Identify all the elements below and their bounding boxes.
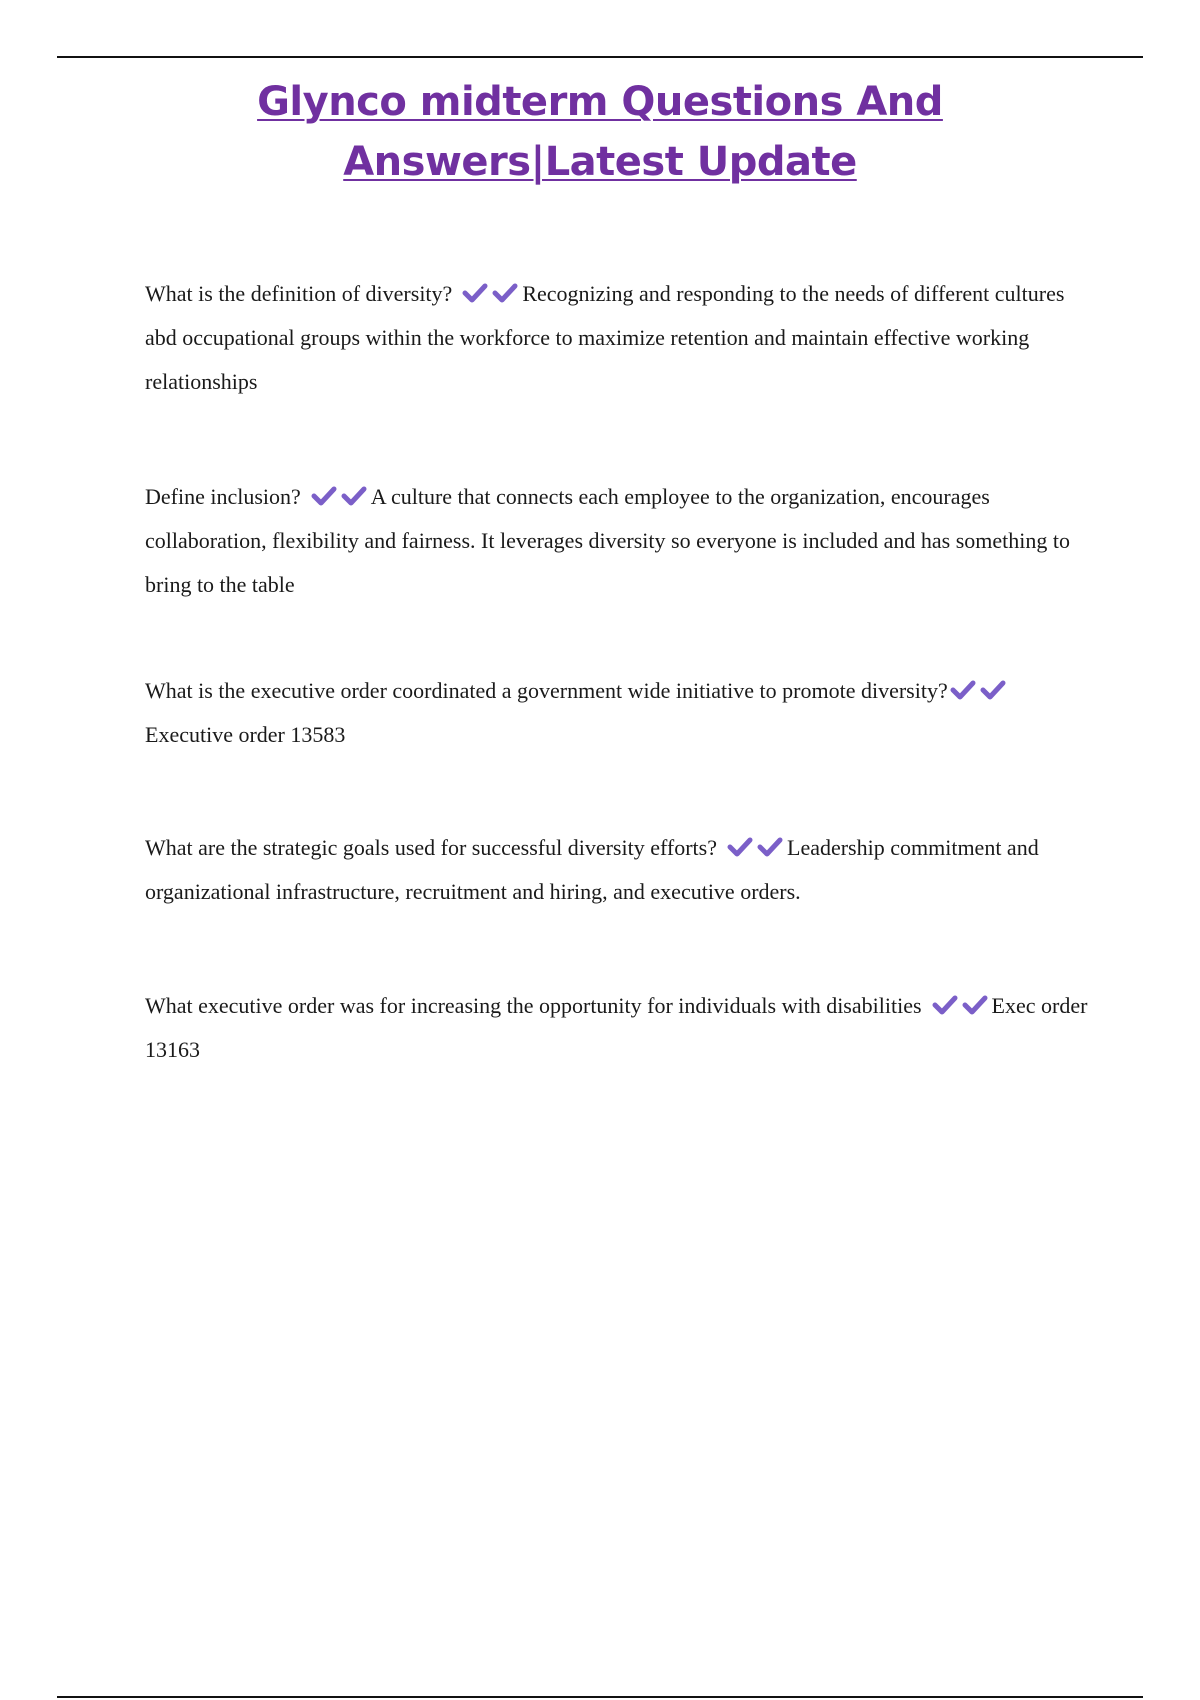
question-text: Define inclusion? bbox=[145, 484, 301, 509]
check-icon bbox=[980, 679, 1006, 701]
check-icon bbox=[341, 485, 367, 507]
check-icon bbox=[492, 282, 518, 304]
check-icon bbox=[311, 485, 337, 507]
answer-text: Executive order 13583 bbox=[145, 722, 346, 747]
check-icon bbox=[757, 836, 783, 858]
check-icon bbox=[727, 836, 753, 858]
answer-text: Recognizing and responding to the needs of different cultures abd occupational groups within the workforce to maximize retention and maintain effective working relationships bbox=[145, 281, 1065, 394]
question-text: What is the executive order coordinated a government wide initiative to promote diversity? bbox=[145, 678, 948, 703]
question-text: What executive order was for increasing the opportunity for individuals with disabilities bbox=[145, 993, 922, 1018]
double-check-icons bbox=[725, 835, 785, 860]
qa-item-3 bbox=[145, 669, 1090, 757]
check-icon bbox=[950, 679, 976, 701]
qa-item-5 bbox=[145, 984, 1090, 1072]
question-text: What are the strategic goals used for successful diversity efforts? bbox=[145, 835, 717, 860]
question-text: What is the definition of diversity? bbox=[145, 281, 453, 306]
check-icon bbox=[962, 994, 988, 1016]
qa-item-4 bbox=[145, 826, 1090, 914]
double-check-icons bbox=[460, 281, 520, 306]
title-line-1: Glynco midterm Questions And bbox=[257, 79, 943, 125]
check-icon bbox=[932, 994, 958, 1016]
answer-text: Exec order 13163 bbox=[145, 993, 1088, 1062]
bottom-rule bbox=[57, 1696, 1143, 1698]
double-check-icons bbox=[309, 484, 369, 509]
qa-item-2 bbox=[145, 475, 1090, 607]
answer-text: A culture that connects each employee to the organization, encourages collaboration, flexibility and fairness. It leverages diversity so everyone is included and has something to bring to the table bbox=[145, 484, 1070, 597]
document-title bbox=[0, 72, 1200, 192]
check-icon bbox=[462, 282, 488, 304]
top-rule bbox=[57, 56, 1143, 58]
double-check-icons bbox=[930, 993, 990, 1018]
title-line-2: Answers|Latest Update bbox=[343, 139, 857, 185]
qa-item-1 bbox=[145, 272, 1090, 404]
answer-text: Leadership commitment and organizational infrastructure, recruitment and hiring, and executive orders. bbox=[145, 835, 1039, 904]
qa-list bbox=[145, 272, 1090, 1072]
double-check-icons bbox=[948, 678, 1008, 703]
